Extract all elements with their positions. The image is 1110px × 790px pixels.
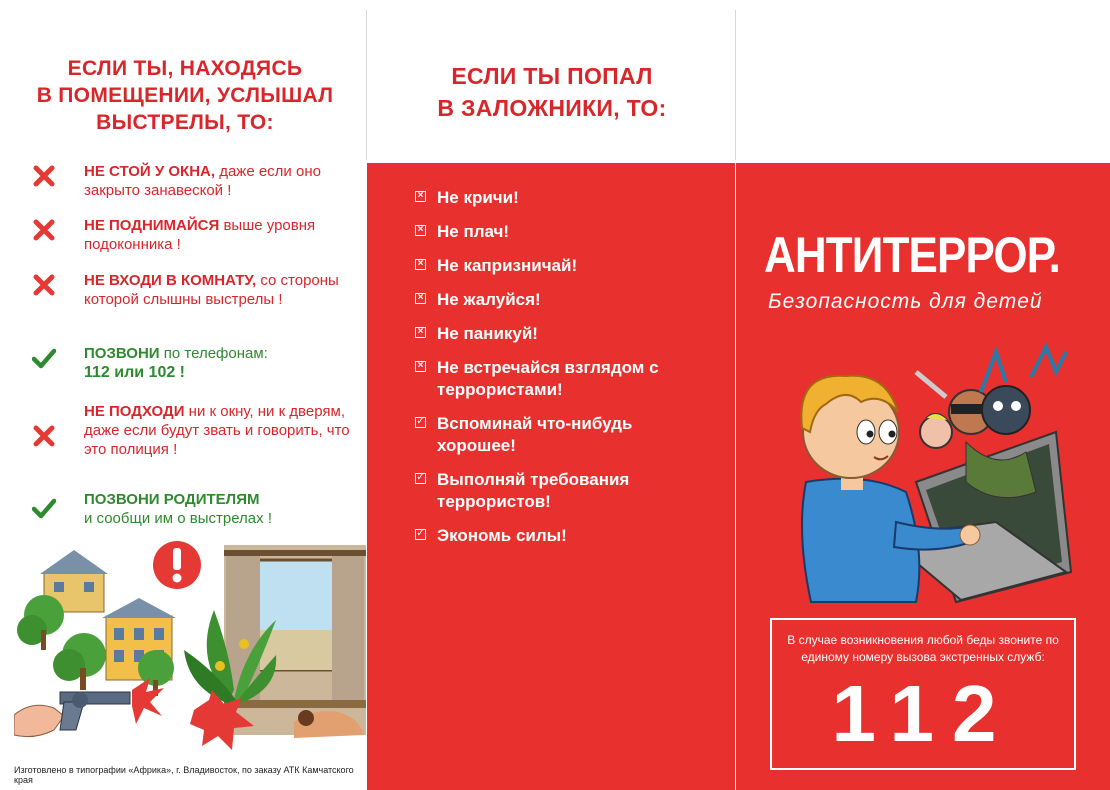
crossed-box-icon: × xyxy=(415,327,426,338)
list-item: ✓ Вспоминай что-нибудь хорошее! xyxy=(416,414,633,455)
rule-text: ПОЗВОНИ РОДИТЕЛЯМ и сообщи им о выстрелах ! xyxy=(84,491,272,527)
list-item: ✓ Выполняй требования террористов! xyxy=(416,470,630,511)
middle-heading xyxy=(387,60,717,124)
brand-title: АНТИТЕРРОР. xyxy=(764,227,1060,283)
brand-subtitle: Безопасность для детей xyxy=(768,290,1043,313)
list-item: × Не паникуй! xyxy=(415,323,715,345)
cross-icon xyxy=(32,273,56,297)
left-heading-line: В ПОМЕЩЕНИИ, УСЛЫШАЛ xyxy=(36,84,334,107)
list-item: × Не кричи! xyxy=(415,187,715,209)
left-heading xyxy=(20,55,350,136)
pistol-icon xyxy=(14,678,164,737)
list-item: × Не капризничай! xyxy=(415,255,715,277)
crossed-box-icon: × xyxy=(415,225,426,236)
boy-laptop-illustration xyxy=(766,332,1086,617)
check-icon xyxy=(32,346,56,370)
emergency-info-box xyxy=(770,618,1076,770)
cross-icon xyxy=(32,164,56,188)
left-heading-line: ВЫСТРЕЛЫ, ТО: xyxy=(96,111,274,134)
crossed-box-icon: × xyxy=(415,361,426,372)
rule-text: НЕ ВХОДИ В КОМНАТУ, со стороны которой слышны выстрелы ! xyxy=(84,272,339,308)
middle-red-block xyxy=(367,163,735,790)
list-item: × Не жалуйся! xyxy=(415,289,715,311)
emergency-info-text: В случае возникновения любой беды звоните по единому номеру вызова экстренных служб: xyxy=(787,633,1059,664)
rule-text: НЕ СТОЙ У ОКНА, даже если оно закрыто занавеской ! xyxy=(84,163,321,199)
cross-icon xyxy=(32,424,56,448)
rule-text: НЕ ПОДНИМАЙСЯ выше уровня подоконника ! xyxy=(84,217,316,253)
checked-box-icon: ✓ xyxy=(416,416,425,427)
rule-text: ПОЗВОНИ по телефонам: 112 или 102 ! xyxy=(84,345,268,381)
left-heading-line: ЕСЛИ ТЫ, НАХОДЯСЬ xyxy=(67,57,303,80)
crossed-box-icon: × xyxy=(415,191,426,202)
middle-heading-line: ЕСЛИ ТЫ ПОПАЛ xyxy=(451,63,653,89)
list-item: × Не плач! xyxy=(415,221,715,243)
list-item: × Не встречайся взглядом с террористами! xyxy=(415,357,677,401)
rule-text: НЕ ПОДХОДИ ни к окну, ни к дверям, даже если будут звать и говорить, что это полиция ! xyxy=(84,403,350,458)
checked-box-icon: ✓ xyxy=(416,528,425,539)
right-panel xyxy=(736,0,1110,790)
exclamation-icon xyxy=(153,541,201,589)
check-icon xyxy=(32,496,56,520)
crossed-box-icon: × xyxy=(415,259,426,270)
emergency-number: 112 xyxy=(831,669,1015,758)
left-panel xyxy=(0,0,366,790)
middle-panel xyxy=(367,0,735,790)
list-item: ✓ Экономь силы! xyxy=(416,526,567,545)
phone-numbers: 112 или 102 ! xyxy=(84,364,186,381)
hostage-rules-list xyxy=(415,187,715,559)
shooting-illustration xyxy=(14,540,366,758)
print-credit: Изготовлено в типографии «Африка», г. Владивосток, по заказу АТК Камчатского края xyxy=(14,765,354,785)
checked-box-icon: ✓ xyxy=(416,472,425,483)
cross-icon xyxy=(32,218,56,242)
crossed-box-icon: × xyxy=(415,293,426,304)
middle-heading-line: В ЗАЛОЖНИКИ, ТО: xyxy=(437,95,667,121)
